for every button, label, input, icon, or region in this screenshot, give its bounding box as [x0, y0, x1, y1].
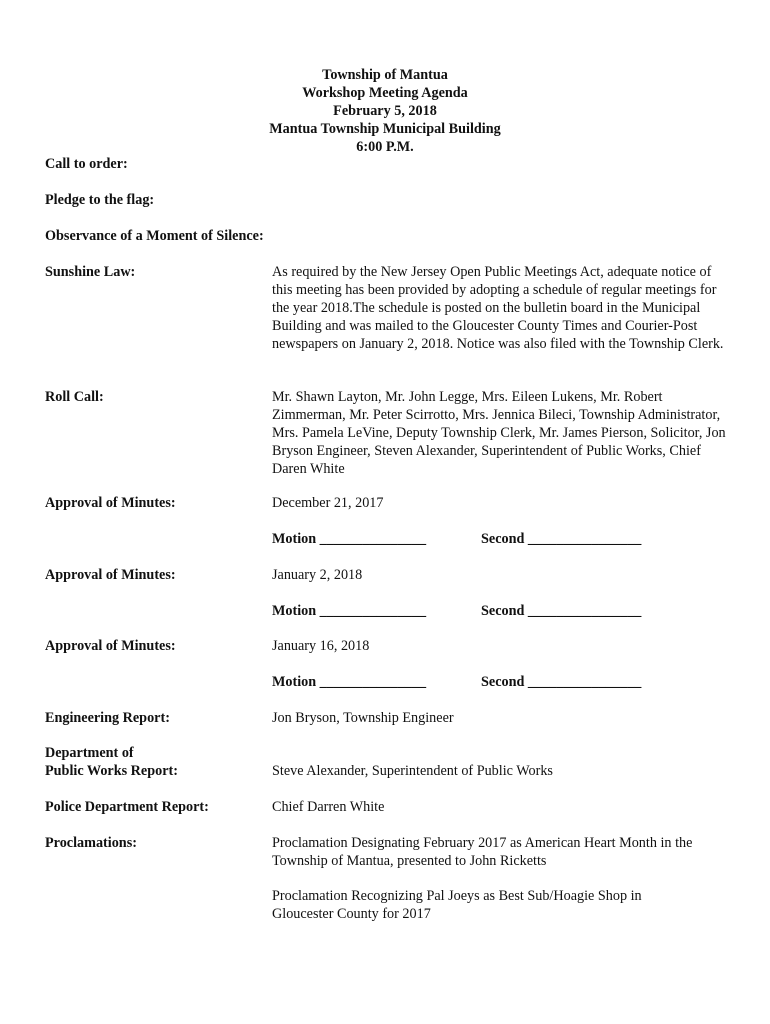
proclamations-label: Proclamations:	[45, 835, 137, 851]
police-report-label: Police Department Report:	[45, 799, 209, 815]
approval-of-minutes-label-1: Approval of Minutes:	[45, 495, 176, 511]
engineering-report-text: Jon Bryson, Township Engineer	[272, 710, 454, 726]
motion-line-1: Motion _______________	[272, 531, 427, 547]
approval-of-minutes-label-2: Approval of Minutes:	[45, 567, 176, 583]
township-name: Township of Mantua	[322, 67, 448, 83]
roll-call-label: Roll Call:	[45, 389, 104, 405]
dpw-report-label-line2: Public Works Report:	[45, 763, 178, 779]
minutes-date-2: January 2, 2018	[272, 567, 363, 583]
meeting-date: February 5, 2018	[333, 103, 437, 119]
roll-call-paragraph: Mr. Shawn Layton, Mr. John Legge, Mrs. Eileen Lukens, Mr. Robert Zimmerman, Mr. Peter Scirrotto, Mrs. Jennica Bileci, Township Administrator, Mrs. Pamela LeVine, Deputy Township Clerk, Mr. James Pierson, Solicitor, Jon Bryson Engineer, Steven Alexander, Superintendent of Public Works, Chief Daren White	[272, 389, 726, 477]
meeting-location: Mantua Township Municipal Building	[269, 121, 501, 137]
second-line-2: Second ________________	[481, 603, 642, 619]
moment-of-silence-label: Observance of a Moment of Silence:	[45, 228, 264, 244]
roll-call-text	[272, 388, 732, 478]
sunshine-law-label: Sunshine Law:	[45, 264, 136, 280]
pledge-label: Pledge to the flag:	[45, 192, 155, 208]
police-report-text: Chief Darren White	[272, 799, 385, 815]
call-to-order-label: Call to order:	[45, 156, 128, 172]
minutes-date-1: December 21, 2017	[272, 495, 384, 511]
dpw-report-label-line1: Department of	[45, 745, 134, 761]
meeting-title: Workshop Meeting Agenda	[302, 85, 468, 101]
meeting-time: 6:00 P.M.	[356, 139, 414, 155]
agenda-header	[0, 66, 770, 156]
sunshine-law-text	[272, 263, 732, 353]
dpw-report-text: Steve Alexander, Superintendent of Public Works	[272, 763, 553, 779]
sunshine-law-paragraph: As required by the New Jersey Open Public Meetings Act, adequate notice of this meeting has been provided by adopting a schedule of regular meetings for the year 2018.The schedule is posted on the bulletin board in the Municipal Building and was mailed to the Gloucester County Times and Courier-Post newspapers on January 2, 2018. Notice was also filed with the Township Clerk.	[272, 264, 724, 352]
minutes-date-3: January 16, 2018	[272, 638, 370, 654]
second-line-1: Second ________________	[481, 531, 642, 547]
second-line-3: Second ________________	[481, 674, 642, 690]
approval-of-minutes-label-3: Approval of Minutes:	[45, 638, 176, 654]
engineering-report-label: Engineering Report:	[45, 710, 170, 726]
proclamation-1: Proclamation Designating February 2017 as American Heart Month in the Township of Mantua, presented to John Ricketts	[272, 835, 693, 869]
motion-line-2: Motion _______________	[272, 603, 427, 619]
proclamation-2: Proclamation Recognizing Pal Joeys as Best Sub/Hoagie Shop in Gloucester County for 2017	[272, 888, 642, 922]
motion-line-3: Motion _______________	[272, 674, 427, 690]
